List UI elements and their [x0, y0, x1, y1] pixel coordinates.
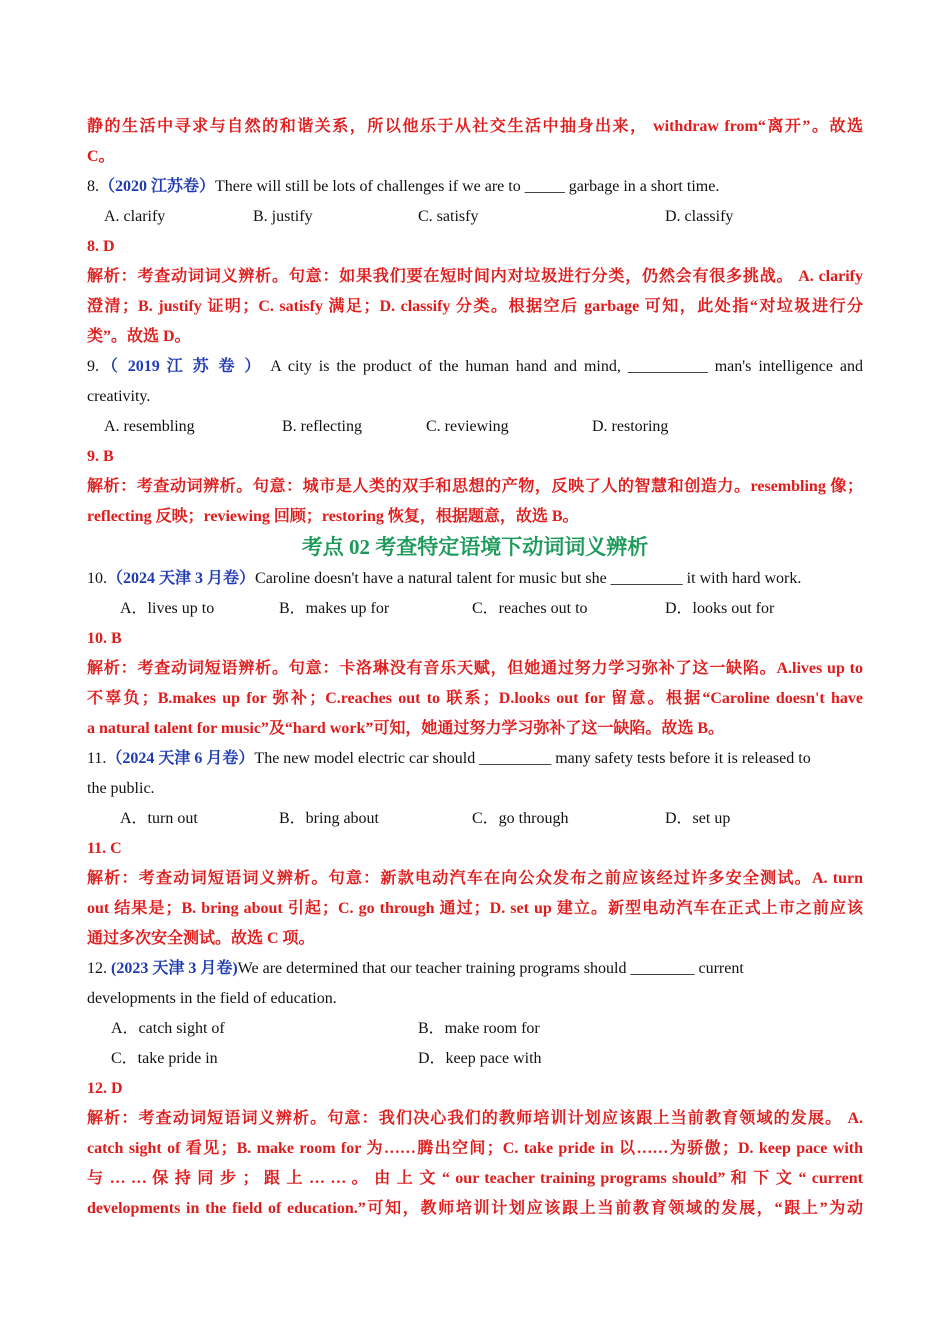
section-heading: 考点 02 考查特定语境下动词词义辨析 [301, 535, 649, 559]
question-number: 8. [87, 178, 99, 195]
question-text: The new model electric car should _________ many safety tests before it is released to [254, 750, 811, 767]
option-c: C．reaches out to [472, 600, 588, 617]
option-a: A．turn out [120, 810, 198, 827]
option-b: B．make room for [418, 1020, 540, 1037]
question-8-options [87, 202, 863, 232]
option-b: B. justify [253, 208, 313, 225]
explanation-line: 与 … … 保 持 同 步 ； 跟 上 … … 。 由 上 文 “ our teacher training programs should” 和 下 文 “ current [87, 1170, 863, 1187]
explanation-line: developments in the field of education.”可知，教师培训计划应该跟上当前教育领域的发展，“跟上”为动 [87, 1200, 863, 1217]
option-c: C. satisfy [418, 208, 479, 225]
option-a: A．lives up to [120, 600, 215, 617]
option-c: C. reviewing [426, 418, 509, 435]
option-a: A. resembling [104, 418, 195, 435]
explanation-line: a natural talent for music”及“hard work”可知，她通过努力学习弥补了这一缺陷。故选 B。 [87, 720, 725, 737]
option-d: D. restoring [592, 418, 669, 435]
option-b: B. reflecting [282, 418, 362, 435]
explanation-line: 类”。故选 D。 [87, 328, 191, 345]
question-text: There will still be lots of challenges if we are to _____ garbage in a short time. [215, 178, 720, 195]
explanation-line: 解析：考查动词短语词义辨析。句意：新款电动汽车在向公众发布之前应该经过许多安全测试。A. turn [87, 870, 863, 887]
question-10-options [87, 594, 863, 624]
question-11-options [87, 804, 863, 834]
question-11-stem-continued: the public. [87, 780, 155, 797]
explanation-line: catch sight of 看见；B. make room for 为……腾出空间；C. take pride in 以……为骄傲；D. keep pace with [87, 1140, 863, 1157]
option-a: A．catch sight of [111, 1020, 225, 1037]
option-d: D．set up [665, 810, 731, 827]
intro-explanation-line: 静的生活中寻求与自然的和谐关系，所以他乐于从社交生活中抽身出来， withdraw from“离开”。故选 [87, 118, 863, 135]
question-8-answer: 8. D [87, 238, 115, 255]
question-number: 11. [87, 750, 107, 767]
explanation-line: reflecting 反映；reviewing 回顾；restoring 恢复，根据题意，故选 B。 [87, 508, 579, 525]
option-b: B．bring about [279, 810, 379, 827]
question-source: (2023 天津 3 月卷) [111, 960, 238, 977]
explanation-line: 解析：考查动词词义辨析。句意：如果我们要在短时间内对垃圾进行分类，仍然会有很多挑战。 A. clarify [87, 268, 863, 285]
question-10-stem [87, 564, 863, 594]
question-9-options [87, 412, 863, 442]
option-d: D. classify [665, 208, 734, 225]
option-c: C．go through [472, 810, 569, 827]
explanation-line: 通过多次安全测试。故选 C 项。 [87, 930, 315, 947]
option-b: B．makes up for [279, 600, 390, 617]
question-9-answer: 9. B [87, 448, 114, 465]
question-source: （2024 天津 6 月卷） [106, 750, 255, 767]
explanation-line: 不辜负；B.makes up for 弥补；C.reaches out to 联系；D.looks out for 留意。根据“Caroline doesn't have [87, 690, 863, 707]
question-text: We are determined that our teacher training programs should ________ current [237, 960, 744, 977]
option-d: D．looks out for [665, 600, 775, 617]
explanation-line: 解析：考查动词辨析。句意：城市是人类的双手和思想的产物，反映了人的智慧和创造力。resembling 像； [87, 478, 863, 495]
question-number: 12. [87, 960, 107, 977]
question-number: 9. [87, 358, 99, 375]
question-9-stem-continued: creativity. [87, 388, 151, 405]
question-12-answer: 12. D [87, 1080, 123, 1097]
question-12-options-row2 [87, 1044, 863, 1074]
question-12-options-row1 [87, 1014, 863, 1044]
option-a: A. clarify [104, 208, 166, 225]
option-d: D．keep pace with [418, 1050, 542, 1067]
explanation-line: 解析：考查动词短语词义辨析。句意：我们决心我们的教师培训计划应该跟上当前教育领域的发展。 A. [87, 1110, 863, 1127]
question-8-stem [87, 172, 863, 202]
question-10-answer: 10. B [87, 630, 122, 647]
question-source: （2020 江苏卷） [99, 178, 216, 195]
question-source: （ 2019 江 苏 卷 ） [99, 358, 264, 375]
question-text: Caroline doesn't have a natural talent for music but she _________ it with hard work. [255, 570, 802, 587]
question-12-stem [87, 954, 863, 984]
explanation-line: 解析：考查动词短语辨析。句意：卡洛琳没有音乐天赋，但她通过努力学习弥补了这一缺陷。A.lives up to [87, 660, 863, 677]
question-11-stem [87, 744, 863, 774]
document-page [87, 112, 863, 1224]
explanation-line: 澄清；B. justify 证明；C. satisfy 满足；D. classify 分类。根据空后 garbage 可知，此处指“对垃圾进行分 [87, 298, 863, 315]
question-11-answer: 11. C [87, 840, 122, 857]
intro-explanation-line: C。 [87, 148, 115, 165]
question-9-stem [87, 352, 863, 382]
question-source: （2024 天津 3 月卷） [107, 570, 256, 587]
question-12-stem-continued: developments in the field of education. [87, 990, 337, 1007]
question-text: A city is the product of the human hand and mind, __________ man's intelligence and [270, 358, 863, 375]
question-number: 10. [87, 570, 107, 587]
explanation-line: out 结果是；B. bring about 引起；C. go through 通过；D. set up 建立。新型电动汽车在正式上市之前应该 [87, 900, 863, 917]
option-c: C．take pride in [111, 1050, 218, 1067]
